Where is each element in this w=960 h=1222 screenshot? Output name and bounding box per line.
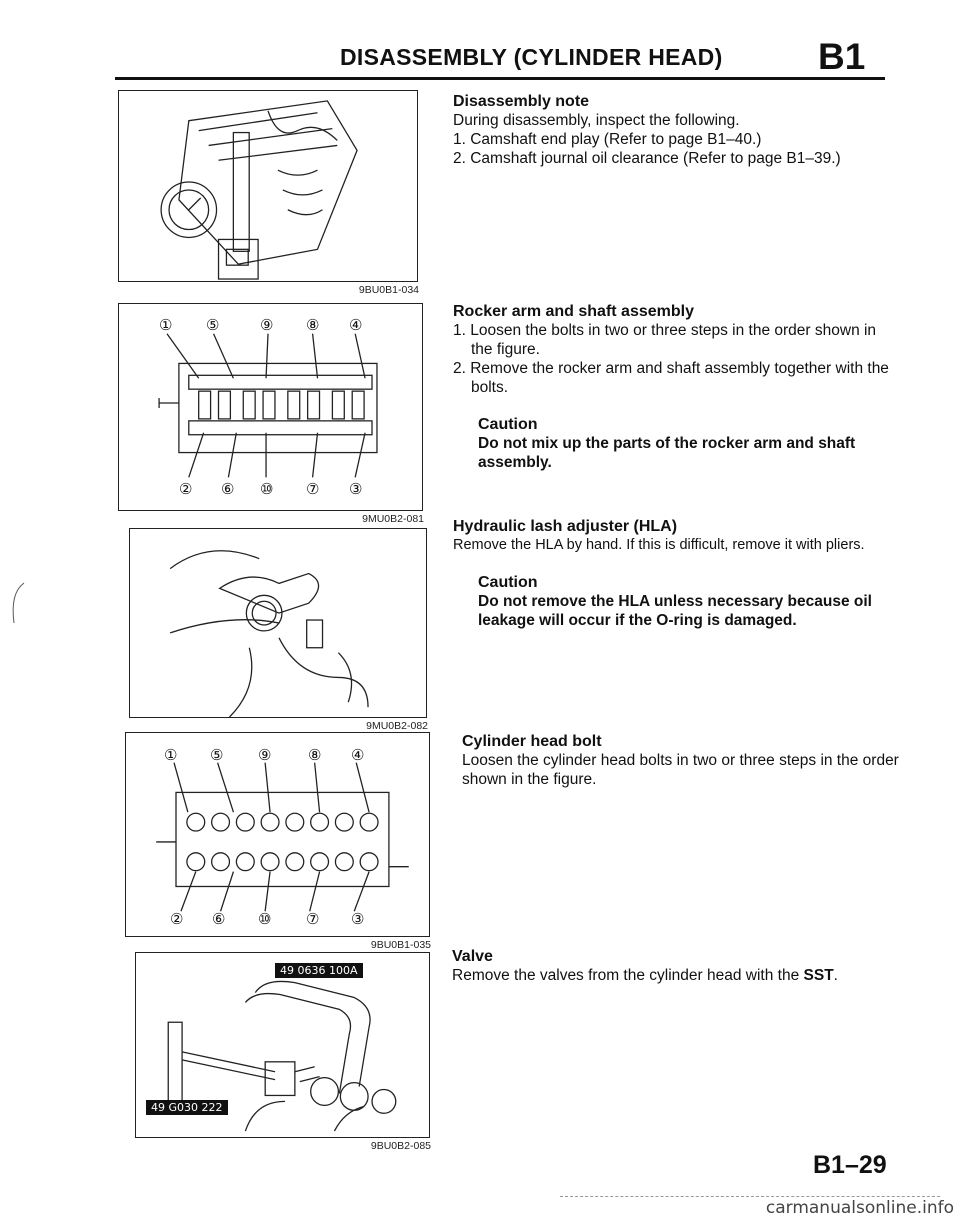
bolt-label-8: ⑧ [306,316,320,334]
bolt-label-1: ① [159,316,173,334]
figure-code: 9MU0B2-082 [366,720,428,732]
bolt-label-6: ⑥ [221,480,235,498]
figure-code: 9BU0B1-034 [358,284,419,296]
bolt-label-2: ② [179,480,193,498]
caution-text: Do not remove the HLA unless necessary because oil leakage will occur if the O-ring is damaged. [478,593,872,629]
section-heading: Valve [452,948,493,965]
hla-hand-illustration [130,529,426,717]
caution-text: Do not mix up the parts of the rocker arm and shaft assembly. [478,435,856,471]
caution-label: Caution [478,416,538,433]
list-item: 2. Camshaft journal oil clearance (Refer to page B1–39.) [453,150,841,167]
bolt-label-5: ⑤ [206,316,220,334]
bolt-label-7: ⑦ [306,480,320,498]
list-item: 1. Loosen the bolts in two or three steps in the order shown in the figure. [453,322,877,358]
figure-cylinder-head-bolt-order [125,732,431,951]
figure-code: 9BU0B2-085 [370,1140,431,1152]
bolt-label-10: ⑩ [258,910,272,928]
figure-code: 9BU0B1-035 [370,939,431,951]
bolt-label-3: ③ [351,910,365,928]
valve-text-end: . [833,967,838,984]
page-number: B1–29 [813,1151,887,1179]
bolt-label-10: ⑩ [260,480,274,498]
bolt-label-8: ⑧ [308,746,322,764]
inspection-list [453,130,893,168]
bolt-label-9: ⑨ [258,746,272,764]
section-disassembly-note [453,92,893,168]
figure-code: 9MU0B2-081 [362,513,424,525]
section-heading: Disassembly note [453,93,590,110]
bolt-label-4: ④ [351,746,365,764]
bolt-label-6: ⑥ [212,910,226,928]
section-text: Remove the HLA by hand. If this is difficult, remove it with pliers. [453,537,865,553]
bolt-label-9: ⑨ [260,316,274,334]
section-heading: Rocker arm and shaft assembly [453,303,694,320]
valve-text: Remove the valves from the cylinder head with the [452,967,804,984]
steps-list [453,321,893,397]
section-heading: Hydraulic lash adjuster (HLA) [453,518,678,535]
margin-mark [4,578,32,628]
section-text: Loosen the cylinder head bolts in two or three steps in the order shown in the figure. [462,752,899,788]
section-text [452,966,892,985]
caution-box [478,415,893,472]
bolt-label-5: ⑤ [210,746,224,764]
sst-tag-bottom: 49 G030 222 [146,1100,228,1115]
figure-hla-removal [129,528,428,732]
section-intro: During disassembly, inspect the following. [453,112,740,129]
header-divider [115,77,885,80]
section-rocker-arm [453,302,893,472]
caution-label: Caution [478,574,538,591]
page-title: DISASSEMBLY (CYLINDER HEAD) [340,44,723,70]
bolt-label-3: ③ [349,480,363,498]
sst-tag-top: 49 0636 100A [275,963,363,978]
section-cylinder-head-bolt [462,732,902,789]
section-valve [452,947,892,985]
section-code: B1 [818,36,866,77]
sst-term: SST [803,967,834,984]
list-item: 1. Camshaft end play (Refer to page B1–40.) [453,131,762,148]
section-heading: Cylinder head bolt [462,733,602,750]
bolt-label-7: ⑦ [306,910,320,928]
figure-camshaft-end-play [118,90,419,296]
bolt-label-1: ① [164,746,178,764]
bolt-label-2: ② [170,910,184,928]
watermark: carmanualsonline.info [765,1198,954,1218]
figure-valve-removal-sst [135,952,431,1152]
figure-rocker-arm-bolt-order [118,303,424,525]
list-item: 2. Remove the rocker arm and shaft assembly together with the bolts. [453,360,889,396]
bolt-label-4: ④ [349,316,363,334]
caution-box [478,573,893,630]
camshaft-dial-illustration [119,91,417,281]
section-hla [453,517,893,630]
